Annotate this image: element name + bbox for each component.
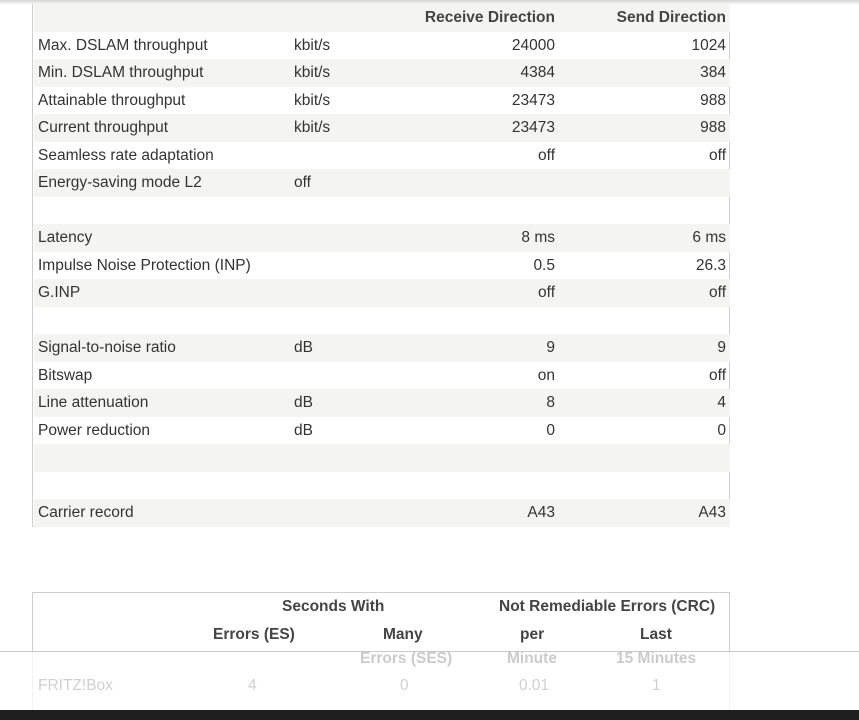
row-label: Carrier record bbox=[38, 504, 134, 521]
header-seconds-with: Seconds With bbox=[282, 598, 385, 615]
row-label: Signal-to-noise ratio bbox=[38, 339, 176, 356]
table-row bbox=[34, 444, 730, 472]
table-row bbox=[34, 389, 730, 417]
row-unit: kbit/s bbox=[294, 64, 331, 81]
table-header-row bbox=[34, 4, 730, 32]
receive-value: off bbox=[538, 146, 555, 164]
table-row bbox=[34, 472, 730, 500]
receive-value: 4384 bbox=[520, 64, 555, 81]
table-row bbox=[34, 169, 730, 197]
receive-value: 23473 bbox=[511, 119, 555, 136]
send-value: 6 ms bbox=[692, 229, 726, 246]
row-label: Current throughput bbox=[38, 119, 169, 136]
send-value: off bbox=[709, 366, 726, 384]
table-row bbox=[34, 362, 730, 390]
row-label: Energy-saving mode L2 bbox=[38, 174, 202, 191]
receive-value: 0.5 bbox=[533, 256, 555, 274]
table-row bbox=[34, 224, 730, 252]
header-per: per bbox=[520, 626, 545, 643]
row-unit: dB bbox=[294, 339, 313, 356]
table-row bbox=[34, 32, 730, 60]
row-unit: off bbox=[294, 174, 311, 191]
row-label: Seamless rate adaptation bbox=[38, 146, 214, 164]
receive-value: A43 bbox=[527, 504, 555, 521]
table-row bbox=[34, 499, 730, 527]
send-value: 4 bbox=[717, 394, 726, 411]
row-label: Attainable throughput bbox=[38, 91, 186, 109]
table-row bbox=[34, 59, 730, 87]
receive-value: 8 bbox=[546, 394, 555, 411]
bottom-bar bbox=[0, 710, 859, 720]
send-value: 988 bbox=[700, 119, 726, 136]
row-label: Line attenuation bbox=[38, 394, 149, 411]
modal-overlay-fade bbox=[0, 651, 859, 712]
send-value: 988 bbox=[700, 91, 726, 109]
receive-value: 8 ms bbox=[521, 229, 555, 246]
header-errors-es: Errors (ES) bbox=[213, 626, 295, 643]
send-value: 384 bbox=[700, 64, 726, 81]
row-label: Max. DSLAM throughput bbox=[38, 36, 208, 54]
send-value: off bbox=[709, 146, 726, 164]
send-value: off bbox=[709, 284, 726, 301]
receive-value: on bbox=[537, 366, 555, 384]
table-row bbox=[34, 197, 730, 225]
table-row bbox=[34, 87, 730, 115]
row-label: Power reduction bbox=[38, 421, 151, 439]
send-value: A43 bbox=[698, 504, 726, 521]
table-row bbox=[34, 252, 730, 280]
table-row bbox=[34, 142, 730, 170]
row-label: Latency bbox=[38, 229, 93, 246]
row-label: Bitswap bbox=[38, 366, 93, 384]
send-value: 0 bbox=[717, 421, 726, 439]
dsl-stats-table bbox=[32, 4, 730, 527]
table-row bbox=[34, 279, 730, 307]
table-row bbox=[34, 417, 730, 445]
table-row bbox=[34, 334, 730, 362]
table-row bbox=[34, 307, 730, 335]
row-unit: dB bbox=[294, 421, 313, 439]
row-label: Min. DSLAM throughput bbox=[38, 64, 204, 81]
receive-value: 23473 bbox=[511, 91, 555, 109]
row-unit: kbit/s bbox=[294, 91, 331, 109]
row-label: Impulse Noise Protection (INP) bbox=[38, 256, 251, 274]
receive-value: 0 bbox=[546, 421, 555, 439]
header-many: Many bbox=[383, 626, 423, 643]
row-unit: kbit/s bbox=[294, 36, 331, 54]
header-receive-direction: Receive Direction bbox=[424, 9, 555, 26]
header-last: Last bbox=[640, 626, 672, 643]
send-value: 9 bbox=[717, 339, 726, 356]
header-not-remediable-errors: Not Remediable Errors (CRC) bbox=[499, 598, 716, 615]
row-unit: kbit/s bbox=[294, 119, 331, 136]
receive-value: off bbox=[538, 284, 555, 301]
receive-value: 24000 bbox=[511, 36, 555, 54]
table-row bbox=[34, 114, 730, 142]
row-label: G.INP bbox=[38, 284, 81, 301]
header-send-direction: Send Direction bbox=[616, 9, 726, 26]
row-unit: dB bbox=[294, 394, 313, 411]
send-value: 26.3 bbox=[695, 256, 726, 274]
receive-value: 9 bbox=[546, 339, 555, 356]
send-value: 1024 bbox=[691, 36, 726, 54]
